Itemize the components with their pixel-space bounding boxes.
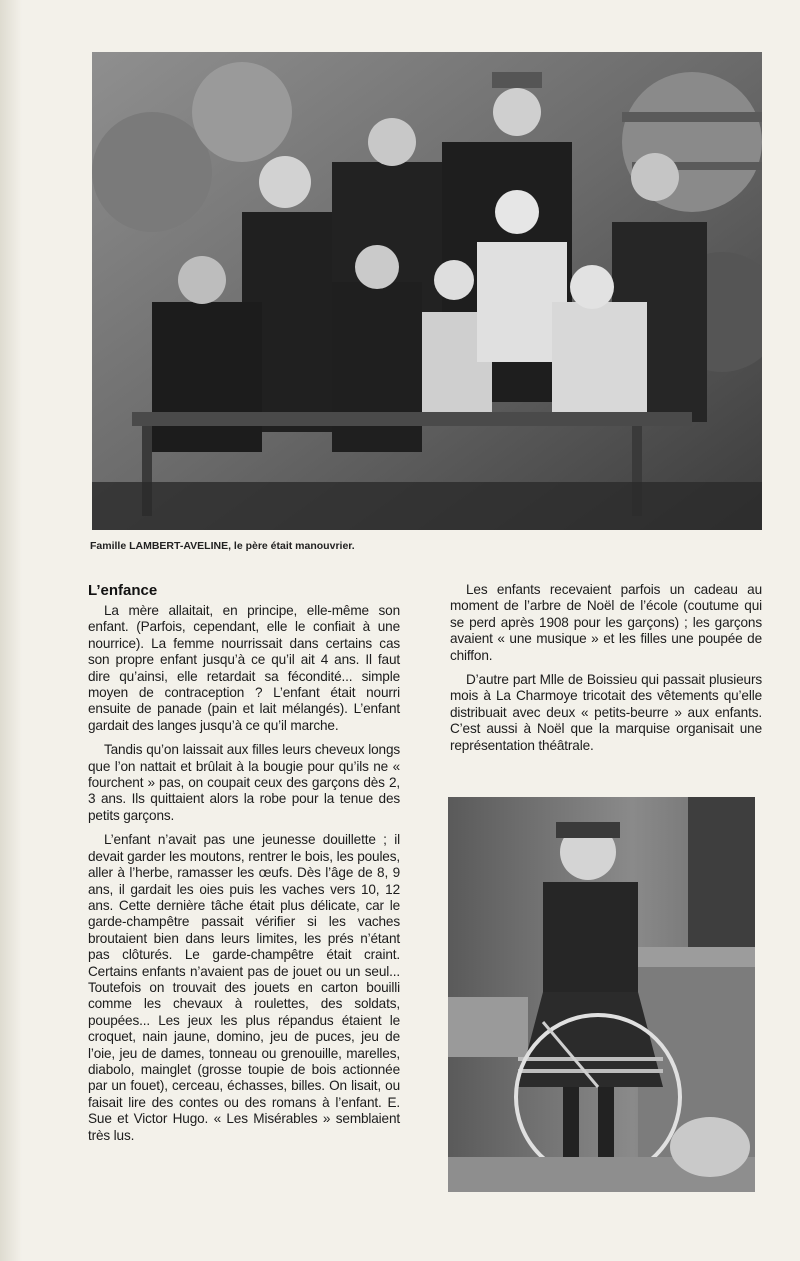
paragraph: Les enfants recevaient parfois un cadeau au moment de l’arbre de Noël de l’école (coutume qui se perd après 1908 pour les garçons) ; les garçons avaient « une musique » et les filles une poupée de chiffon.	[450, 582, 762, 663]
left-column	[88, 582, 400, 1152]
section-heading: L’enfance	[88, 582, 158, 599]
photo-caption: Famille LAMBERT-AVELINE, le père était manouvrier.	[90, 540, 355, 552]
child-photograph	[448, 797, 755, 1192]
paragraph: Tandis qu’on laissait aux filles leurs cheveux longs que l’on nattait et brûlait à la bougie pour qu’ils ne « fourchent » pas, on coupait ceux des garçons dès 2, 3 ans. Ils quittaient alors la robe pour la tenue des petits garçons.	[88, 742, 400, 823]
page-edge	[0, 0, 22, 1261]
family-photograph	[92, 52, 762, 530]
paragraph: D’autre part Mlle de Boissieu qui passait plusieurs mois à La Charmoye tricotait des vêtements qu’elle distribuait avec deux « petits-beurre » aux enfants. C’est aussi à Noël que la marquise organisait une représentation théâtrale.	[450, 672, 762, 753]
paragraph: La mère allaitait, en principe, elle-même son enfant. (Parfois, cependant, elle le confiait à une nourrice). La femme nourrissait dans certains cas son propre enfant jusqu’à ce qu’il ait 4 ans. Il faut dire qu’ainsi, elle retardait sa fécondité... simple moyen de contraception ? L’enfant était nourri ensuite de panade (pain et lait mélangés). L’enfant gardait des langes jusqu’à ce qu’il marche.	[88, 603, 400, 733]
paragraph: L’enfant n’avait pas une jeunesse douillette ; il devait garder les moutons, rentrer le bois, les poules, aller à l’herbe, ramasser les œufs. Dès l’âge de 8, 9 ans, il gardait les oies puis les vaches vers 10, 12 ans. Cette dernière tâche était plus délicate, car le garde-champêtre passait vérifier si les vaches broutaient bien dans leurs limites, les prés n’étant pas clôturés. Le garde-champêtre était craint. Certains enfants n’avaient pas de jouet ou un seul... Toutefois on trouvait des jouets en carton bouilli comme les chevaux à roulettes, des soldats, poupées... Les jeux les plus répandus étaient le croquet, nain jaune, domino, jeu de puces, jeu de l’oie, jeu de dames, tonneau ou grenouille, marelles, diabolo, mainglet (grosse toupie de bois actionnée par un fouet), cerceau, échasses, billes. On lisait, ou faisait lire des contes ou des romans à l’enfant. E. Sue et Victor Hugo. « Les Misérables » semblaient très lus.	[88, 832, 400, 1143]
right-column	[450, 582, 762, 762]
